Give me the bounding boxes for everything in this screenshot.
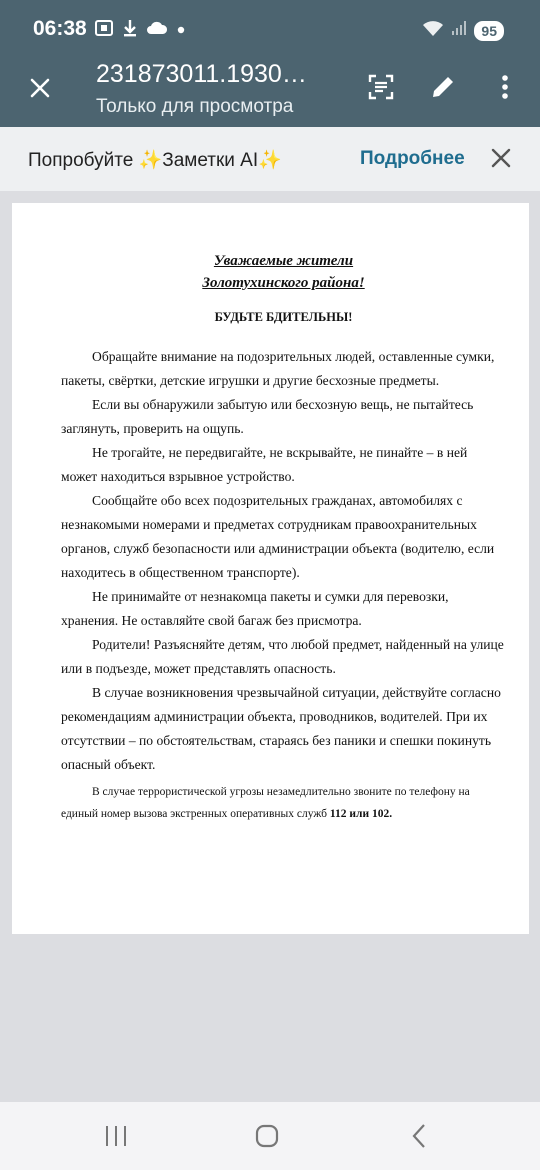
- document-title: 231873011.1930…: [96, 60, 307, 88]
- app-bar: [0, 50, 540, 127]
- signal-icon: [450, 19, 468, 42]
- edit-pencil-icon[interactable]: [426, 70, 460, 104]
- document-content: [61, 250, 506, 825]
- cloud-icon: [146, 20, 168, 41]
- paragraph: Если вы обнаружили забытую или бесхозную вещь, не пытайтесь заглянуть, проверить на ощупь.: [61, 397, 474, 436]
- navigation-bar: [0, 1102, 540, 1170]
- paragraph: В случае возникновения чрезвычайной ситуации, действуйте согласно рекомендациям администрации объекта, проводников, водителей. При их отсутствии – по обстоятельствам, стараясь без паники и спешки покинуть опасный объект.: [61, 685, 501, 772]
- view-mode-subtitle: Только для просмотра: [96, 96, 294, 117]
- recents-icon[interactable]: [96, 1120, 136, 1152]
- wifi-icon: [422, 19, 444, 42]
- promo-text: Попробуйте ✨Заметки AI✨: [28, 150, 282, 171]
- document-heading: [61, 250, 506, 294]
- status-time: 06:38: [33, 17, 87, 40]
- more-vert-icon[interactable]: [488, 70, 522, 104]
- banner-close-icon[interactable]: [486, 143, 516, 173]
- heading-line-1: Уважаемые жители: [213, 253, 354, 269]
- paragraph: Не принимайте от незнакомца пакеты и сумки для перевозки, хранения. Не оставляйте свой багаж без присмотра.: [61, 589, 449, 628]
- notification-icons: [94, 18, 186, 43]
- download-icon: [122, 18, 138, 43]
- status-bar: [0, 0, 540, 50]
- learn-more-link[interactable]: Подробнее: [360, 148, 465, 169]
- paragraph: Сообщайте обо всех подозрительных гражданах, автомобилях с незнакомыми номерами и предметах сотрудникам правоохранительных органов, служб безопасности или администрации объекта (водителю, если находитесь в общественном транспорте).: [61, 493, 495, 580]
- dot-icon: [176, 22, 186, 40]
- document-page[interactable]: [12, 203, 529, 934]
- paragraph: Обращайте внимание на подозрительных людей, оставленные сумки, пакеты, свёртки, детские игрушки и другие бесхозные предметы.: [61, 349, 495, 388]
- paragraph: Не трогайте, не передвигайте, не вскрывайте, не пинайте – в ней может находиться взрывное устройство.: [61, 445, 468, 484]
- home-icon[interactable]: [247, 1120, 287, 1152]
- paragraph: Родители! Разъясняйте детям, что любой предмет, найденный на улице или в подъезде, может представлять опасность.: [61, 637, 504, 676]
- document-subheading: БУДЬТЕ БДИТЕЛЬНЫ!: [214, 310, 353, 324]
- close-icon[interactable]: [22, 70, 58, 106]
- promo-banner: [0, 127, 540, 191]
- emergency-numbers: 112 или 102.: [329, 808, 393, 820]
- screenshot-icon: [94, 18, 114, 43]
- system-icons: [422, 19, 504, 42]
- back-icon[interactable]: [399, 1120, 439, 1152]
- battery-level: 95: [474, 21, 504, 41]
- heading-line-2: Золотухинского района!: [202, 275, 365, 291]
- text-scan-icon[interactable]: [364, 70, 398, 104]
- emergency-note: [61, 781, 506, 825]
- emergency-note-text: В случае террористической угрозы незамедлительно звоните по телефону на единый номер вызова экстренных оперативных служб: [61, 786, 470, 820]
- app-bar-actions: [364, 70, 522, 104]
